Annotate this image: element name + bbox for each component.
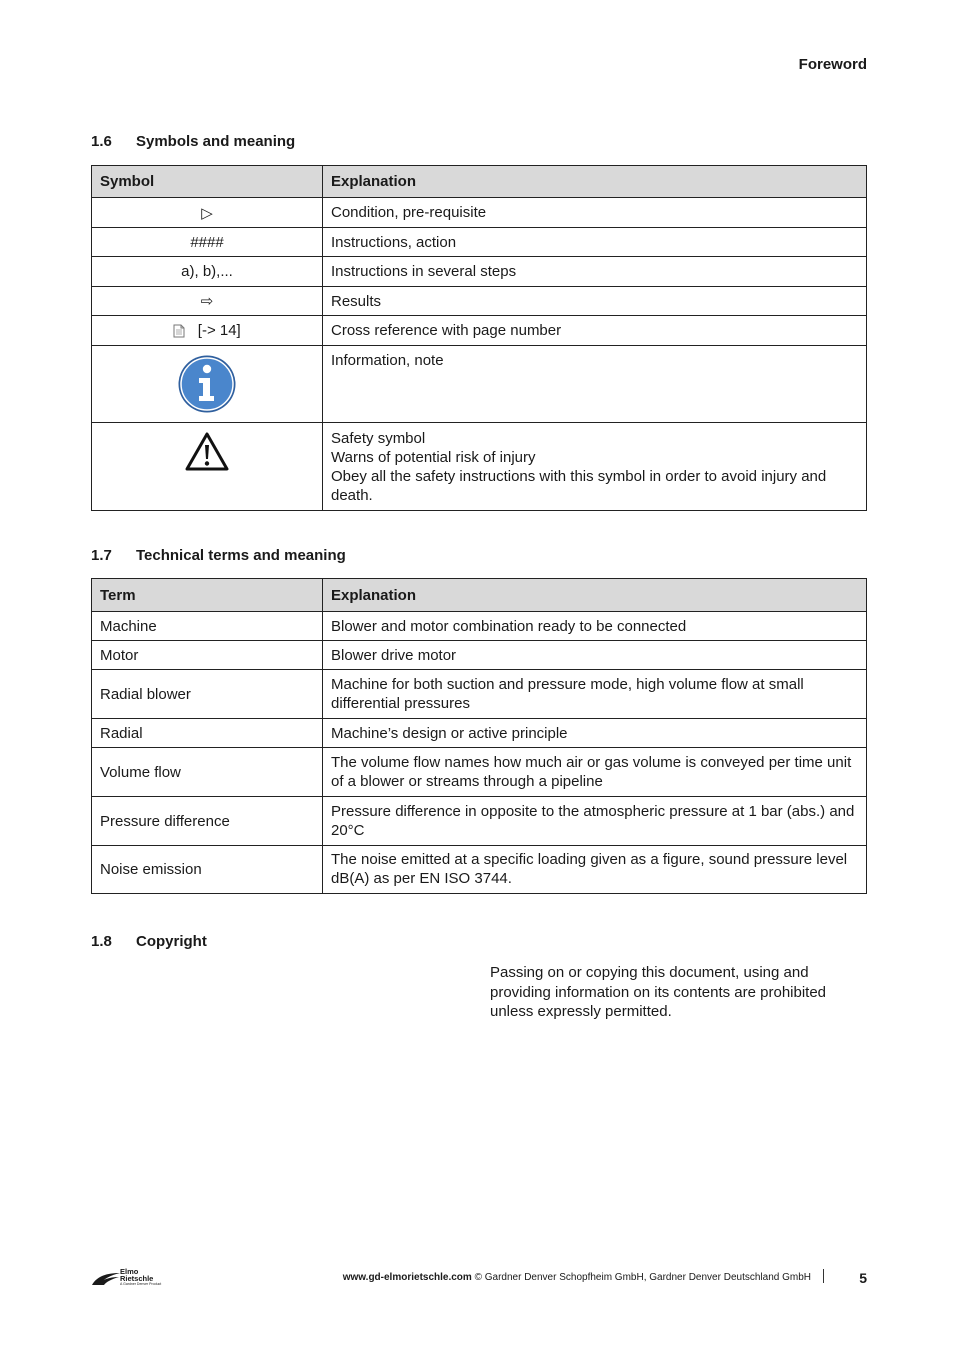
logo-line-2: Rietschle — [120, 1274, 154, 1283]
safety-line: Warns of potential risk of injury — [331, 449, 536, 466]
info-symbol-cell — [92, 346, 323, 423]
section-heading-copyright — [91, 933, 207, 950]
copyright-notice: Passing on or copying this document, using and providing information on its contents are prohibited unless expressly permitted. — [490, 964, 827, 1020]
safety-line: Safety symbol — [331, 430, 426, 447]
term-explanation: The noise emitted at a specific loading given as a figure, sound pressure level dB(A) as per EN ISO 3744. — [323, 846, 867, 894]
terms-header-explanation: Explanation — [323, 579, 867, 612]
table-row — [92, 670, 867, 719]
page-number: 5 — [859, 1270, 867, 1286]
copyright-holders: © Gardner Denver Schopfheim GmbH, Gardner Denver Deutschland GmbH — [471, 1272, 811, 1283]
term-cell: Pressure difference — [92, 797, 323, 846]
section-title-text: Symbols and meaning — [136, 133, 296, 150]
term-explanation: Pressure difference in opposite to the atmospheric pressure at 1 bar (abs.) and 20°C — [323, 797, 867, 846]
term-cell: Radial blower — [92, 670, 323, 719]
table-row — [92, 198, 867, 228]
section-title-text: Technical terms and meaning — [136, 547, 346, 564]
section-number: 1.6 — [91, 133, 112, 150]
cross-reference-symbol — [92, 316, 323, 346]
steps-symbol: a), b),... — [92, 257, 323, 287]
term-cell: Machine — [92, 612, 323, 641]
safety-symbol-cell — [92, 423, 323, 511]
action-symbol: #### — [92, 228, 323, 257]
document-icon — [173, 324, 185, 338]
table-row — [92, 641, 867, 670]
table-row — [92, 423, 867, 511]
section-number: 1.7 — [91, 547, 112, 564]
symbol-explanation-multiline — [323, 423, 867, 511]
term-cell: Radial — [92, 719, 323, 748]
table-row — [92, 228, 867, 257]
page-footer — [0, 1267, 954, 1290]
chapter-title: Foreword — [798, 56, 867, 73]
term-explanation: Machine’s design or active principle — [323, 719, 867, 748]
term-explanation: The volume flow names how much air or gas volume is conveyed per time unit of a blower or streams through a pipeline — [323, 748, 867, 797]
table-row — [92, 316, 867, 346]
section-title-text: Copyright — [136, 933, 207, 950]
terms-header-term: Term — [92, 579, 323, 612]
logo-line-1: Elmo — [120, 1267, 139, 1276]
table-row — [92, 612, 867, 641]
table-row — [92, 257, 867, 287]
symbols-table — [91, 165, 867, 511]
symbols-header-explanation: Explanation — [323, 166, 867, 198]
warning-triangle-icon — [185, 432, 229, 472]
term-cell: Noise emission — [92, 846, 323, 894]
logo-swoosh-icon — [91, 1272, 121, 1286]
section-heading-technical-terms — [91, 547, 346, 564]
footer-imprint — [343, 1272, 811, 1283]
terms-table — [91, 578, 867, 894]
logo-wordmark — [120, 1268, 161, 1287]
table-row — [92, 719, 867, 748]
logo-tagline: A Gardner Denver Product — [120, 1282, 162, 1286]
term-explanation: Blower drive motor — [323, 641, 867, 670]
section-number: 1.8 — [91, 933, 112, 950]
footer-separator — [823, 1269, 824, 1283]
term-explanation: Blower and motor combination ready to be connected — [323, 612, 867, 641]
table-row — [92, 346, 867, 423]
table-row — [92, 748, 867, 797]
term-explanation: Machine for both suction and pressure mode, high volume flow at small differential pressures — [323, 670, 867, 719]
symbol-explanation: Information, note — [323, 346, 867, 423]
section-heading-symbols — [91, 133, 295, 150]
symbol-explanation: Condition, pre-requisite — [323, 198, 867, 228]
term-cell: Motor — [92, 641, 323, 670]
website-link[interactable]: www.gd-elmorietschle.com — [342, 1272, 472, 1283]
table-row — [92, 797, 867, 846]
symbol-explanation: Results — [323, 287, 867, 316]
result-arrow-icon: ⇨ — [92, 287, 323, 316]
symbol-explanation: Instructions, action — [323, 228, 867, 257]
safety-line: Obey all the safety instructions with this symbol in order to avoid injury and death. — [331, 468, 827, 504]
table-row — [92, 287, 867, 316]
term-cell: Volume flow — [92, 748, 323, 797]
symbols-header-symbol: Symbol — [92, 166, 323, 198]
info-icon — [177, 354, 237, 414]
symbol-explanation: Instructions in several steps — [323, 257, 867, 287]
cross-reference-text: [-> 14] — [197, 322, 241, 339]
table-row — [92, 846, 867, 894]
elmo-rietschle-logo — [91, 1267, 171, 1290]
condition-symbol: ▷ — [92, 198, 323, 228]
symbol-explanation: Cross reference with page number — [323, 316, 867, 346]
